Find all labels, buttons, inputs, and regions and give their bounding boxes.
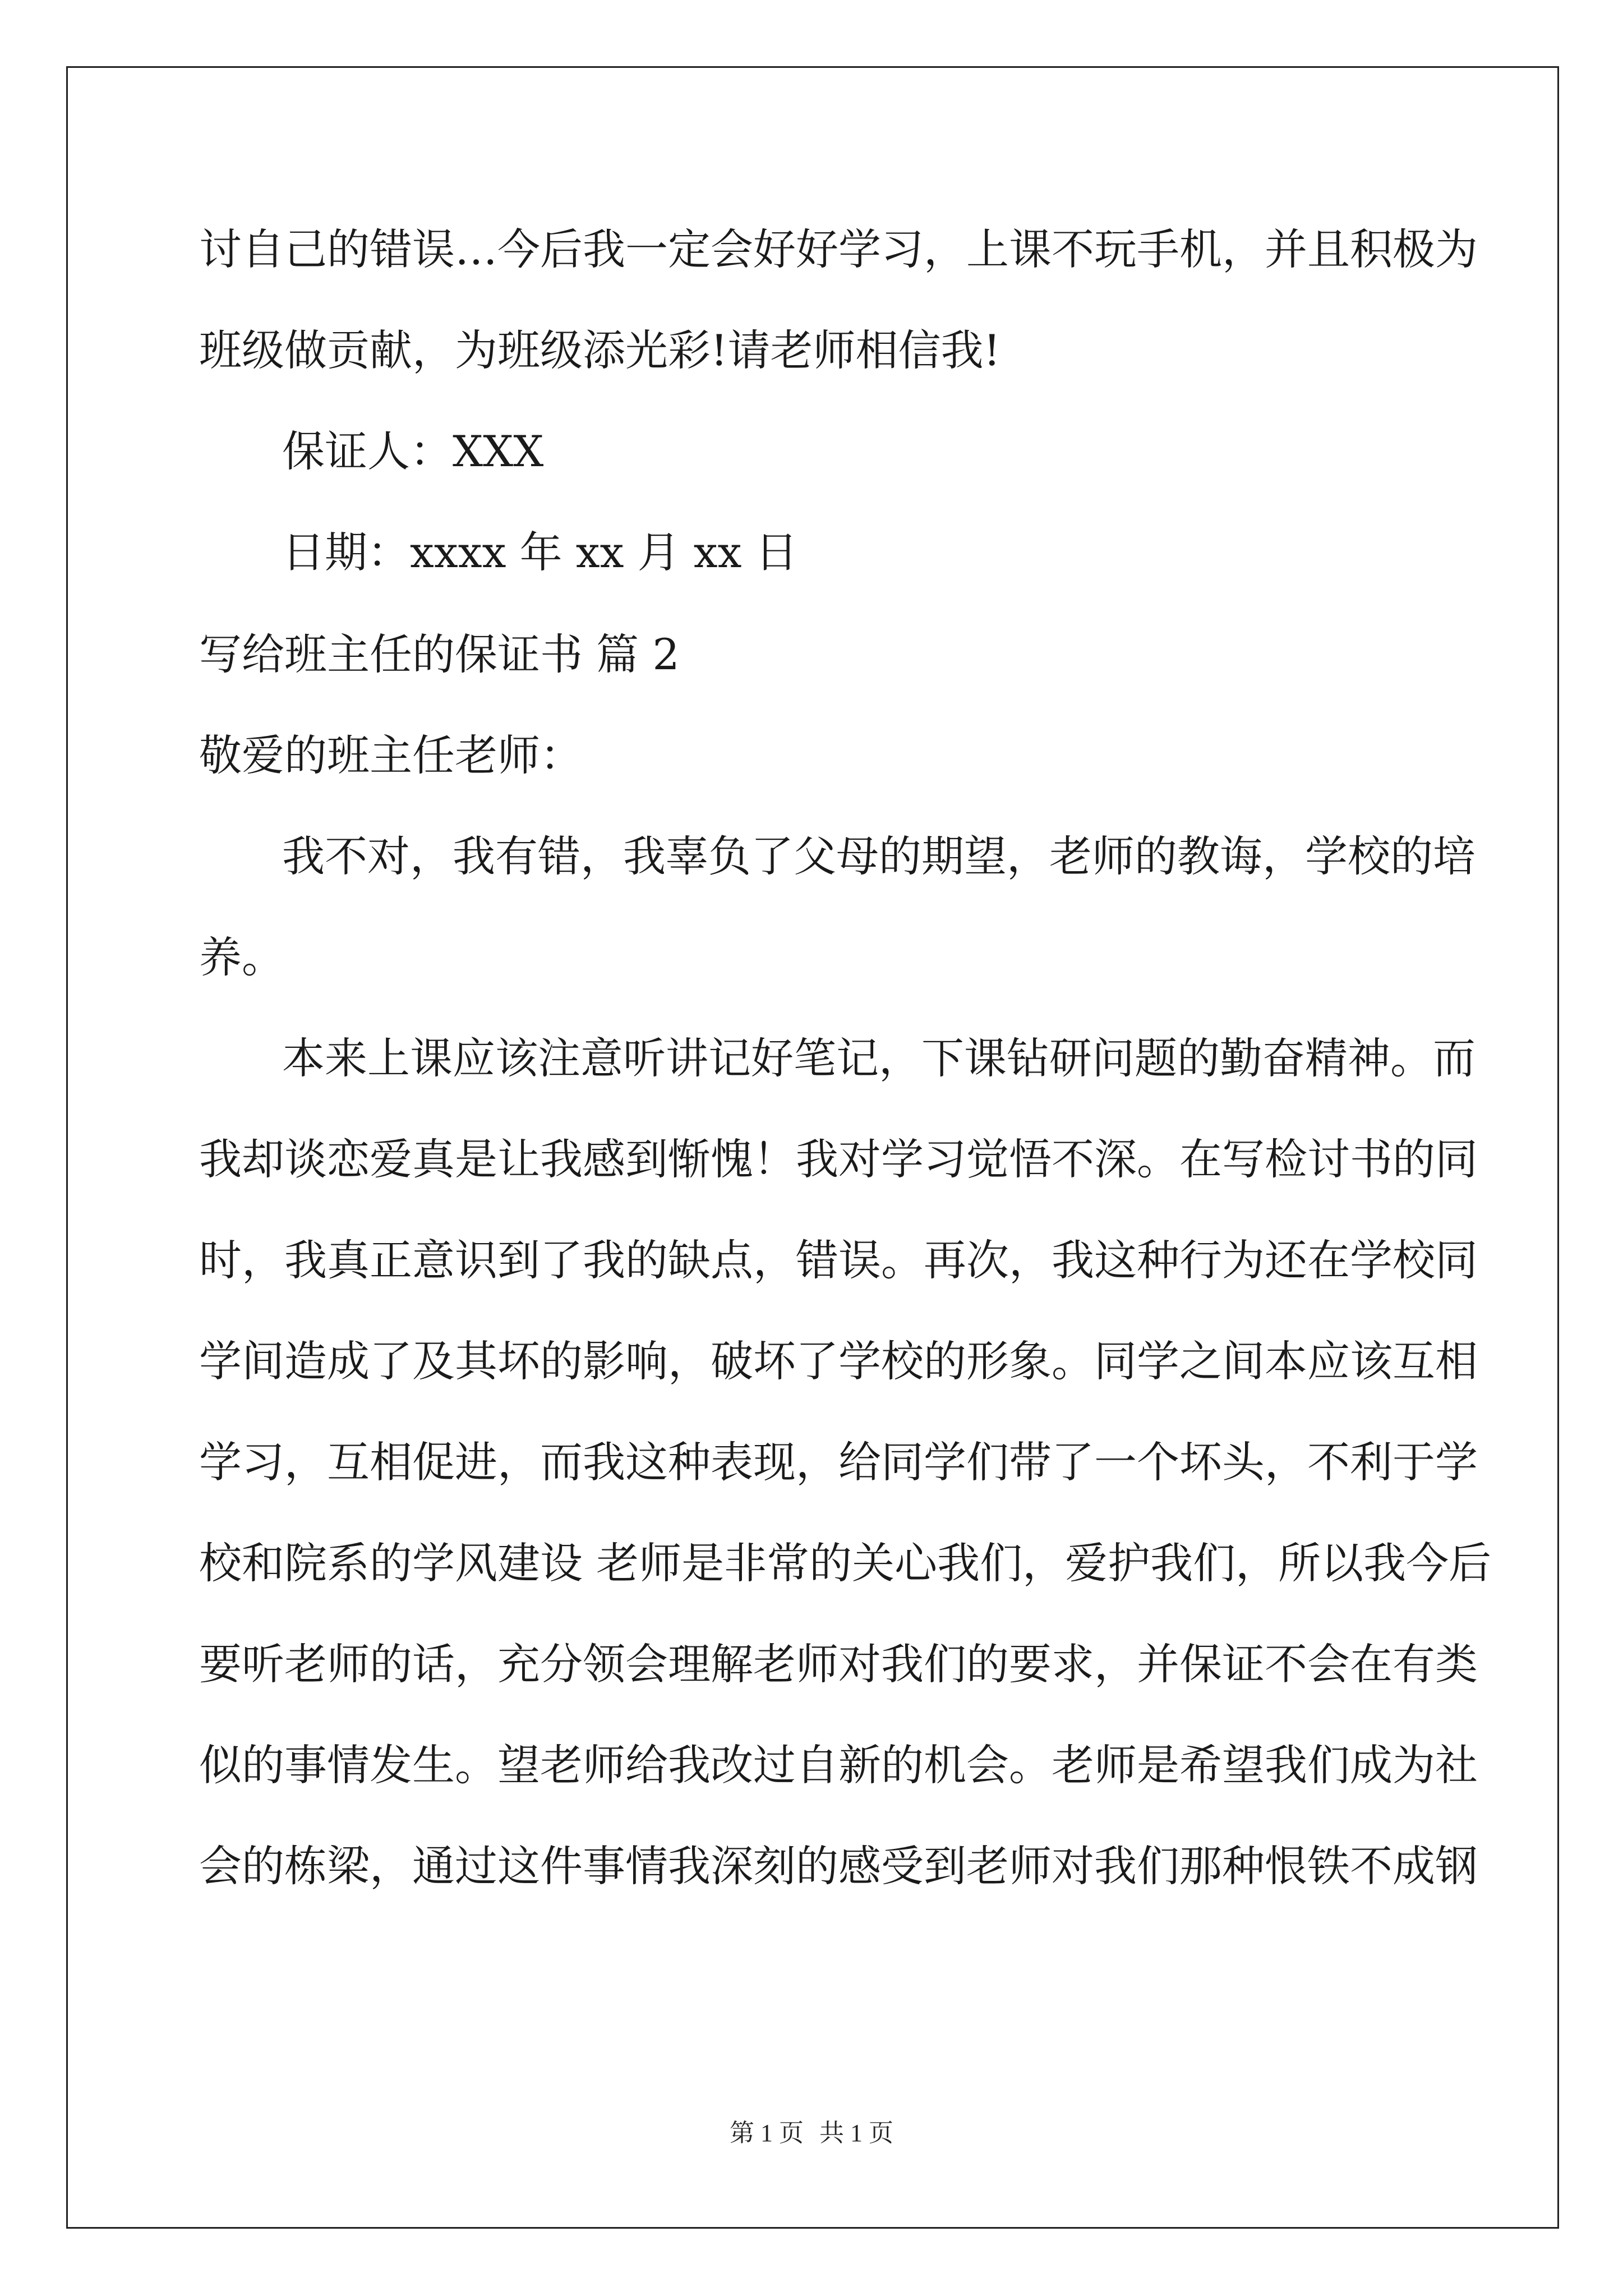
guarantor-line: 保证人：XXX <box>282 426 544 476</box>
body-line: 似的事情发生。望老师给我改过自新的机会。老师是希望我们成为社 <box>199 1740 1478 1790</box>
body-line: 班级做贡献，为班级添光彩!请老师相信我! <box>199 325 1001 375</box>
date-line: 日期：xxxx 年 xx 月 xx 日 <box>282 527 798 577</box>
page-total: 共 1 页 <box>819 2119 893 2147</box>
body-line: 我却谈恋爱真是让我感到惭愧！我对学习觉悟不深。在写检讨书的同 <box>199 1134 1478 1184</box>
body-line: 时，我真正意识到了我的缺点，错误。再次，我这种行为还在学校同 <box>199 1235 1478 1285</box>
body-line: 会的栋梁，通过这件事情我深刻的感受到老师对我们那种恨铁不成钢 <box>199 1841 1478 1891</box>
body-line: 我不对，我有错，我辜负了父母的期望，老师的教诲，学校的培 <box>282 831 1476 881</box>
salutation: 敬爱的班主任老师： <box>199 730 583 780</box>
section-title: 写给班主任的保证书 篇 2 <box>199 629 680 679</box>
page-number: 第 1 页 <box>730 2119 804 2147</box>
body-line: 学间造成了及其坏的影响，破坏了学校的形象。同学之间本应该互相 <box>199 1336 1478 1386</box>
body-line: 校和院系的学风建设 老师是非常的关心我们，爱护我们，所以我今后 <box>199 1538 1492 1588</box>
body-line: 学习，互相促进，而我这种表现，给同学们带了一个坏头，不利于学 <box>199 1437 1478 1487</box>
body-line: 本来上课应该注意听讲记好笔记，下课钻研问题的勤奋精神。而 <box>282 1033 1476 1083</box>
body-line: 要听老师的话，充分领会理解老师对我们的要求，并保证不会在有类 <box>199 1639 1478 1689</box>
page-footer <box>0 2116 1623 2150</box>
body-line: 养。 <box>199 932 284 982</box>
body-line: 讨自己的错误…今后我一定会好好学习，上课不玩手机，并且积极为 <box>199 224 1478 274</box>
